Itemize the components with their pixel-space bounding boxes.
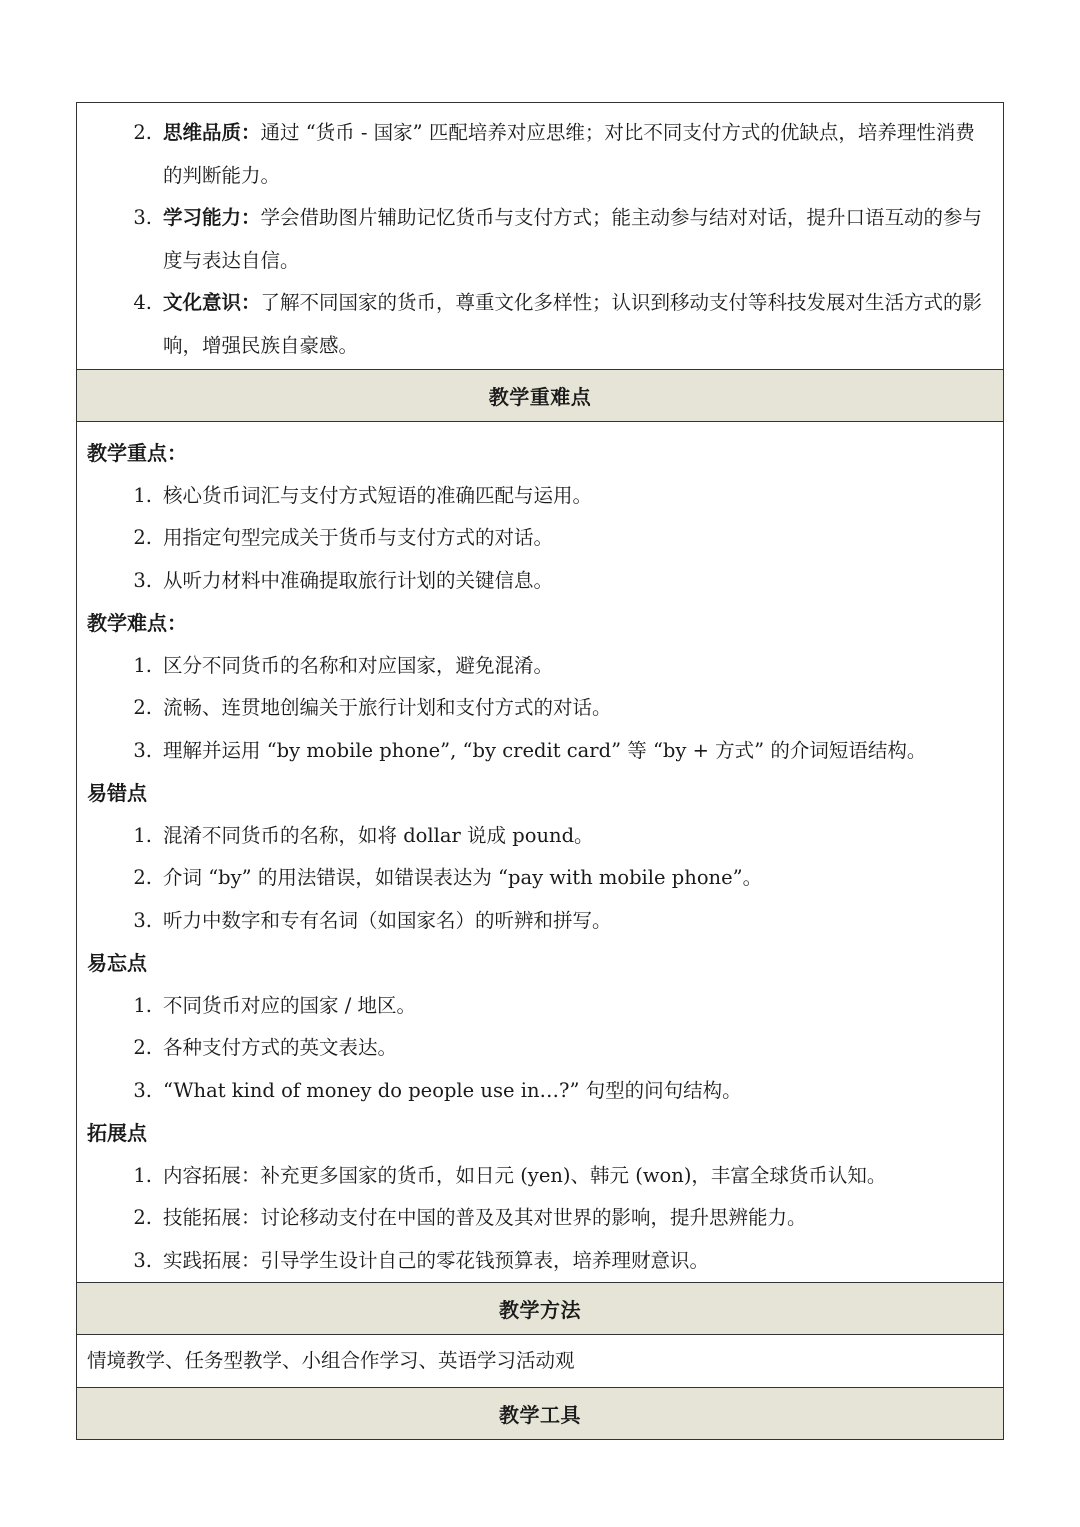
item-text: 通过 “货币 - 国家” 匹配培养对应思维；对比不同支付方式的优缺点，培养理性消费的判断能力。 xyxy=(163,121,975,187)
item-number: 3. xyxy=(133,568,152,592)
item-number: 1. xyxy=(133,993,152,1017)
item-text: 核心货币词汇与支付方式短语的准确匹配与运用。 xyxy=(163,483,593,507)
item-text: 内容拓展：补充更多国家的货币，如日元 (yen)、韩元 (won)，丰富全球货币认知。 xyxy=(163,1163,887,1187)
item-number: 2. xyxy=(133,1036,152,1059)
error-item xyxy=(87,900,993,943)
item-text: 用指定句型完成关于货币与支付方式的对话。 xyxy=(163,526,554,549)
methods-content xyxy=(77,1335,1003,1387)
tools-header: 教学工具 xyxy=(77,1388,1003,1440)
item-text: “What kind of money do people use in…?” 句型的问句结构。 xyxy=(163,1078,742,1102)
item-number: 3. xyxy=(133,1248,152,1272)
item-text: 技能拓展：讨论移动支付在中国的普及及其对世界的影响，提升思辨能力。 xyxy=(163,1206,807,1229)
difficult-item xyxy=(87,730,993,773)
item-number: 1. xyxy=(133,823,152,847)
methods-section xyxy=(77,1335,1003,1388)
error-title: 易错点 xyxy=(87,781,147,805)
item-number: 2. xyxy=(133,121,152,144)
item-number: 1. xyxy=(133,483,152,507)
item-text: 听力中数字和专有名词（如国家名）的听辨和拼写。 xyxy=(163,908,612,932)
focus-item xyxy=(87,475,993,518)
item-label: 思维品质： xyxy=(163,121,261,144)
focus-item xyxy=(87,560,993,603)
key-points-header: 教学重难点 xyxy=(77,370,1003,422)
item-body xyxy=(152,282,993,367)
methods-header: 教学方法 xyxy=(77,1283,1003,1335)
item-text: 从听力材料中准确提取旅行计划的关键信息。 xyxy=(163,568,554,592)
item-number: 4. xyxy=(133,291,152,314)
error-item xyxy=(87,857,993,900)
item-text: 学会借助图片辅助记忆货币与支付方式；能主动参与结对对话，提升口语互动的参与度与表达自信。 xyxy=(163,206,983,272)
item-text: 区分不同货币的名称和对应国家，避免混淆。 xyxy=(163,653,554,677)
item-number: 2. xyxy=(133,1206,152,1229)
item-number: 3. xyxy=(133,206,152,229)
methods-text: 情境教学、任务型教学、小组合作学习、英语学习活动观 xyxy=(87,1349,575,1372)
item-number: 2. xyxy=(133,526,152,549)
item-number: 2. xyxy=(133,696,152,719)
item-number: 1. xyxy=(133,1163,152,1187)
objective-item xyxy=(87,197,993,282)
item-text: 介词 “by” 的用法错误，如错误表达为 “pay with mobile phone”。 xyxy=(163,866,763,889)
difficult-title: 教学难点： xyxy=(87,611,187,635)
error-item xyxy=(87,815,993,858)
item-number: 2. xyxy=(133,866,152,889)
forget-item xyxy=(87,1070,993,1113)
extension-title: 拓展点 xyxy=(87,1121,147,1145)
extension-item xyxy=(87,1197,993,1240)
objective-item xyxy=(87,282,993,367)
focus-title: 教学重点： xyxy=(87,441,187,465)
extension-item xyxy=(87,1155,993,1198)
item-text: 实践拓展：引导学生设计自己的零花钱预算表，培养理财意识。 xyxy=(163,1248,710,1272)
difficult-item xyxy=(87,687,993,730)
item-text: 混淆不同货币的名称，如将 dollar 说成 pound。 xyxy=(163,823,594,847)
item-text: 了解不同国家的货币，尊重文化多样性；认识到移动支付等科技发展对生活方式的影响，增强民族自豪感。 xyxy=(163,291,983,357)
extension-item xyxy=(87,1240,993,1283)
item-text: 各种支付方式的英文表达。 xyxy=(163,1036,398,1059)
item-number: 3. xyxy=(133,908,152,932)
item-label: 文化意识： xyxy=(163,291,261,314)
focus-item xyxy=(87,517,993,560)
key-points-content xyxy=(77,422,1003,1282)
objective-item xyxy=(87,112,993,197)
forget-item xyxy=(87,985,993,1028)
objectives-section xyxy=(77,103,1003,370)
item-number: 3. xyxy=(133,1078,152,1102)
item-label: 学习能力： xyxy=(163,206,261,229)
key-points-section xyxy=(77,422,1003,1283)
item-number: 3. xyxy=(133,738,152,762)
item-body xyxy=(152,197,993,282)
forget-item xyxy=(87,1027,993,1070)
item-text: 理解并运用 “by mobile phone”, “by credit card” 等 “by + 方式” 的介词短语结构。 xyxy=(163,738,927,762)
item-body xyxy=(152,112,993,197)
forget-title: 易忘点 xyxy=(87,951,147,975)
item-number: 1. xyxy=(133,653,152,677)
item-text: 流畅、连贯地创编关于旅行计划和支付方式的对话。 xyxy=(163,696,612,719)
lesson-plan-table xyxy=(76,102,1004,1440)
difficult-item xyxy=(87,645,993,688)
objectives-content xyxy=(77,103,1003,369)
item-text: 不同货币对应的国家 / 地区。 xyxy=(163,993,416,1017)
